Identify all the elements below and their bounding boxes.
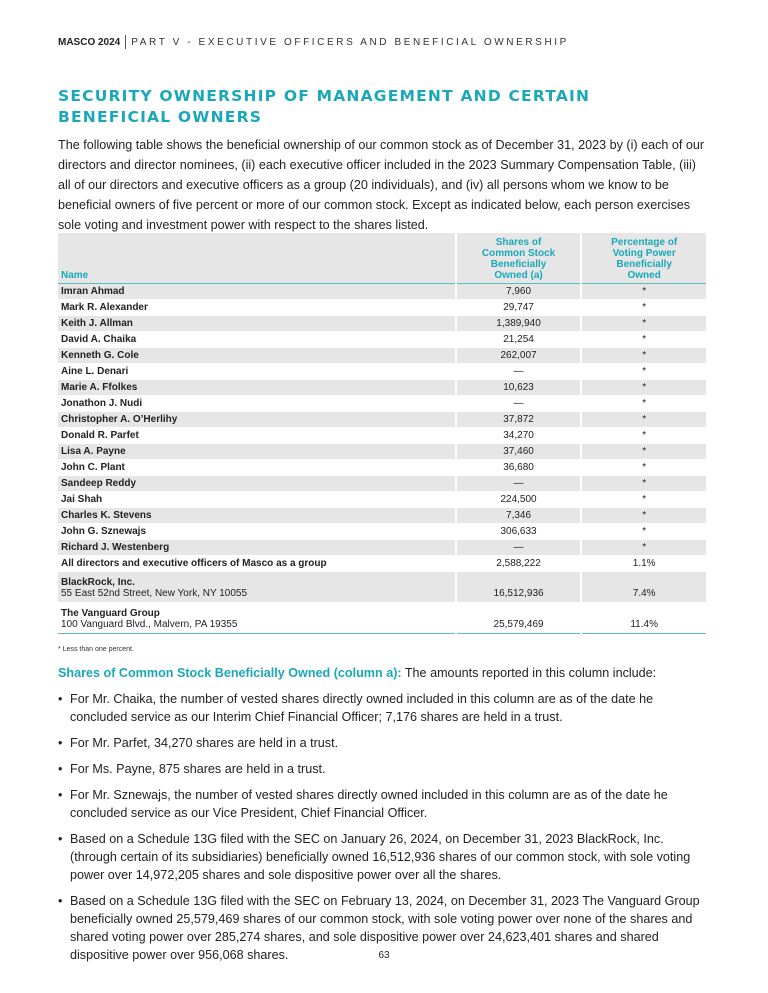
section-label: PART V - EXECUTIVE OFFICERS AND BENEFICIAL OWNERSHIP: [131, 36, 569, 48]
owner-name-text: Richard J. Westenberg: [61, 542, 170, 553]
voting-percentage: *: [582, 316, 706, 332]
owner-name: [58, 572, 455, 603]
header-name: Name: [58, 233, 455, 284]
shares-owned: 34,270: [457, 428, 581, 444]
shares-owned: 306,633: [457, 524, 581, 540]
table-row: [58, 428, 706, 444]
table-row: [58, 460, 706, 476]
owner-name: [58, 492, 455, 508]
owner-name-text: Sandeep Reddy: [61, 478, 137, 489]
table-row: [58, 300, 706, 316]
owner-name: [58, 460, 455, 476]
owner-name-text: BlackRock, Inc.: [61, 577, 135, 588]
voting-percentage: *: [582, 284, 706, 300]
header-shares: Shares of Common Stock Beneficially Owned (a): [457, 233, 581, 284]
owner-name-text: Kenneth G. Cole: [61, 350, 139, 361]
table-row: [58, 556, 706, 572]
voting-percentage: 7.4%: [582, 572, 706, 603]
owner-name-text: Jai Shah: [61, 494, 103, 505]
owner-name-text: The Vanguard Group: [61, 608, 160, 619]
owner-name: [58, 540, 455, 556]
table-row: [58, 316, 706, 332]
intro-paragraph: The following table shows the beneficial ownership of our common stock as of December 31, 2023 by (i) each of our directors and director nominees, (ii) each executive officer included in the 2023 Summary Compensation Table, (iii) all of our directors and executive officers as a group (20 individuals), and (iv) all persons whom we know to be beneficial owners of five percent or more of our common stock. Except as indicated below, each person exercises sole voting and investment power with respect to the shares listed.: [58, 138, 705, 232]
voting-percentage: 1.1%: [582, 556, 706, 572]
shares-owned: 7,346: [457, 508, 581, 524]
voting-percentage: *: [582, 492, 706, 508]
voting-percentage: *: [582, 348, 706, 364]
shares-owned: —: [457, 540, 581, 556]
shares-owned: 16,512,936: [457, 572, 581, 603]
divider: [125, 35, 126, 49]
note-item: • Based on a Schedule 13G filed with the SEC on January 26, 2024, on December 31, 2023 BlackRock, Inc. (through certain of its subsidiaries) beneficially owned 16,512,936 shares of our common stock, with sole voting power over 14,972,205 shares and sole dispositive power over all the shares.: [58, 830, 708, 884]
voting-percentage: *: [582, 428, 706, 444]
running-header: [58, 35, 569, 49]
table-row: [58, 380, 706, 396]
owner-name: [58, 348, 455, 364]
owner-name: [58, 300, 455, 316]
table-row: [58, 603, 706, 634]
table-row: [58, 444, 706, 460]
owner-name: [58, 396, 455, 412]
shares-owned: 10,623: [457, 380, 581, 396]
note-item: • For Mr. Chaika, the number of vested shares directly owned included in this column are as of the date he concluded service as our Interim Chief Financial Officer; 7,176 shares are held in a trust.: [58, 690, 708, 726]
owner-name: [58, 603, 455, 634]
note-item: • Based on a Schedule 13G filed with the SEC on February 13, 2024, on December 31, 2023 The Vanguard Group beneficially owned 25,579,469 shares of our common stock, with sole voting power over none of the shares and shared voting power over 285,274 shares, and sole dispositive power over 24,623,401 shares and shared dispositive power over 956,068 shares.: [58, 892, 708, 964]
shares-owned: 224,500: [457, 492, 581, 508]
owner-name-text: Mark R. Alexander: [61, 302, 148, 313]
shares-owned: 37,460: [457, 444, 581, 460]
table-row: [58, 332, 706, 348]
column-a-text: The amounts reported in this column include:: [401, 666, 657, 680]
shares-owned: 21,254: [457, 332, 581, 348]
owner-address: 55 East 52nd Street, New York, NY 10055: [61, 588, 248, 599]
voting-percentage: *: [582, 380, 706, 396]
owner-name: [58, 364, 455, 380]
voting-percentage: *: [582, 396, 706, 412]
voting-percentage: *: [582, 444, 706, 460]
owner-name: [58, 332, 455, 348]
owner-name: [58, 524, 455, 540]
owner-name-text: John G. Sznewajs: [61, 526, 147, 537]
owner-name: [58, 380, 455, 396]
table-row: [58, 284, 706, 300]
owner-name-text: Aine L. Denari: [61, 366, 129, 377]
owner-name: [58, 476, 455, 492]
shares-owned: 262,007: [457, 348, 581, 364]
shares-owned: 25,579,469: [457, 603, 581, 634]
owner-name-text: John C. Plant: [61, 462, 125, 473]
table-row: [58, 348, 706, 364]
column-a-label: Shares of Common Stock Beneficially Owned (column a):: [58, 666, 402, 680]
voting-percentage: *: [582, 300, 706, 316]
table-row: [58, 476, 706, 492]
owner-name-text: All directors and executive officers of Masco as a group: [61, 558, 327, 569]
owner-name-text: Lisa A. Payne: [61, 446, 126, 457]
voting-percentage: *: [582, 332, 706, 348]
note-item: • For Mr. Parfet, 34,270 shares are held in a trust.: [58, 734, 708, 752]
voting-percentage: *: [582, 476, 706, 492]
owner-name-text: Imran Ahmad: [61, 286, 125, 297]
owner-name-text: Keith J. Allman: [61, 318, 133, 329]
notes-list: [58, 690, 708, 972]
table-footnote: * Less than one percent.: [58, 646, 134, 653]
owner-name: [58, 412, 455, 428]
shares-owned: 36,680: [457, 460, 581, 476]
voting-percentage: *: [582, 508, 706, 524]
owner-name: [58, 556, 455, 572]
owner-address: 100 Vanguard Blvd., Malvern, PA 19355: [61, 619, 238, 630]
owner-name-text: David A. Chaika: [61, 334, 137, 345]
table-row: [58, 412, 706, 428]
owner-name: [58, 508, 455, 524]
page-number: 63: [378, 950, 390, 961]
table-row: [58, 396, 706, 412]
owner-name-text: Jonathon J. Nudi: [61, 398, 143, 409]
table-row: [58, 508, 706, 524]
voting-percentage: 11.4%: [582, 603, 706, 634]
owner-name: [58, 428, 455, 444]
owner-name-text: Donald R. Parfet: [61, 430, 139, 441]
table-row: [58, 540, 706, 556]
voting-percentage: *: [582, 524, 706, 540]
owner-name: [58, 284, 455, 300]
header-percentage: Percentage of Voting Power Beneficially Owned: [582, 233, 706, 284]
column-a-heading: [58, 666, 656, 680]
shares-owned: 37,872: [457, 412, 581, 428]
company-label: MASCO 2024: [58, 36, 121, 48]
owner-name-text: Marie A. Ffolkes: [61, 382, 138, 393]
shares-owned: —: [457, 476, 581, 492]
owner-name-text: Christopher A. O’Herlihy: [61, 414, 178, 425]
voting-percentage: *: [582, 460, 706, 476]
owner-name: [58, 444, 455, 460]
shares-owned: 2,588,222: [457, 556, 581, 572]
ownership-table: [56, 233, 708, 634]
voting-percentage: *: [582, 540, 706, 556]
shares-owned: 29,747: [457, 300, 581, 316]
owner-name-text: Charles K. Stevens: [61, 510, 152, 521]
table-row: [58, 492, 706, 508]
note-item: • For Ms. Payne, 875 shares are held in a trust.: [58, 760, 708, 778]
shares-owned: —: [457, 396, 581, 412]
voting-percentage: *: [582, 364, 706, 380]
note-item: • For Mr. Sznewajs, the number of vested shares directly owned included in this column are as of the date he concluded service as our Vice President, Chief Financial Officer.: [58, 786, 708, 822]
shares-owned: —: [457, 364, 581, 380]
shares-owned: 1,389,940: [457, 316, 581, 332]
page-title: SECURITY OWNERSHIP OF MANAGEMENT AND CERTAIN BENEFICIAL OWNERS: [58, 87, 591, 126]
table-row: [58, 524, 706, 540]
shares-owned: 7,960: [457, 284, 581, 300]
owner-name: [58, 316, 455, 332]
voting-percentage: *: [582, 412, 706, 428]
table-row: [58, 572, 706, 603]
table-row: [58, 364, 706, 380]
